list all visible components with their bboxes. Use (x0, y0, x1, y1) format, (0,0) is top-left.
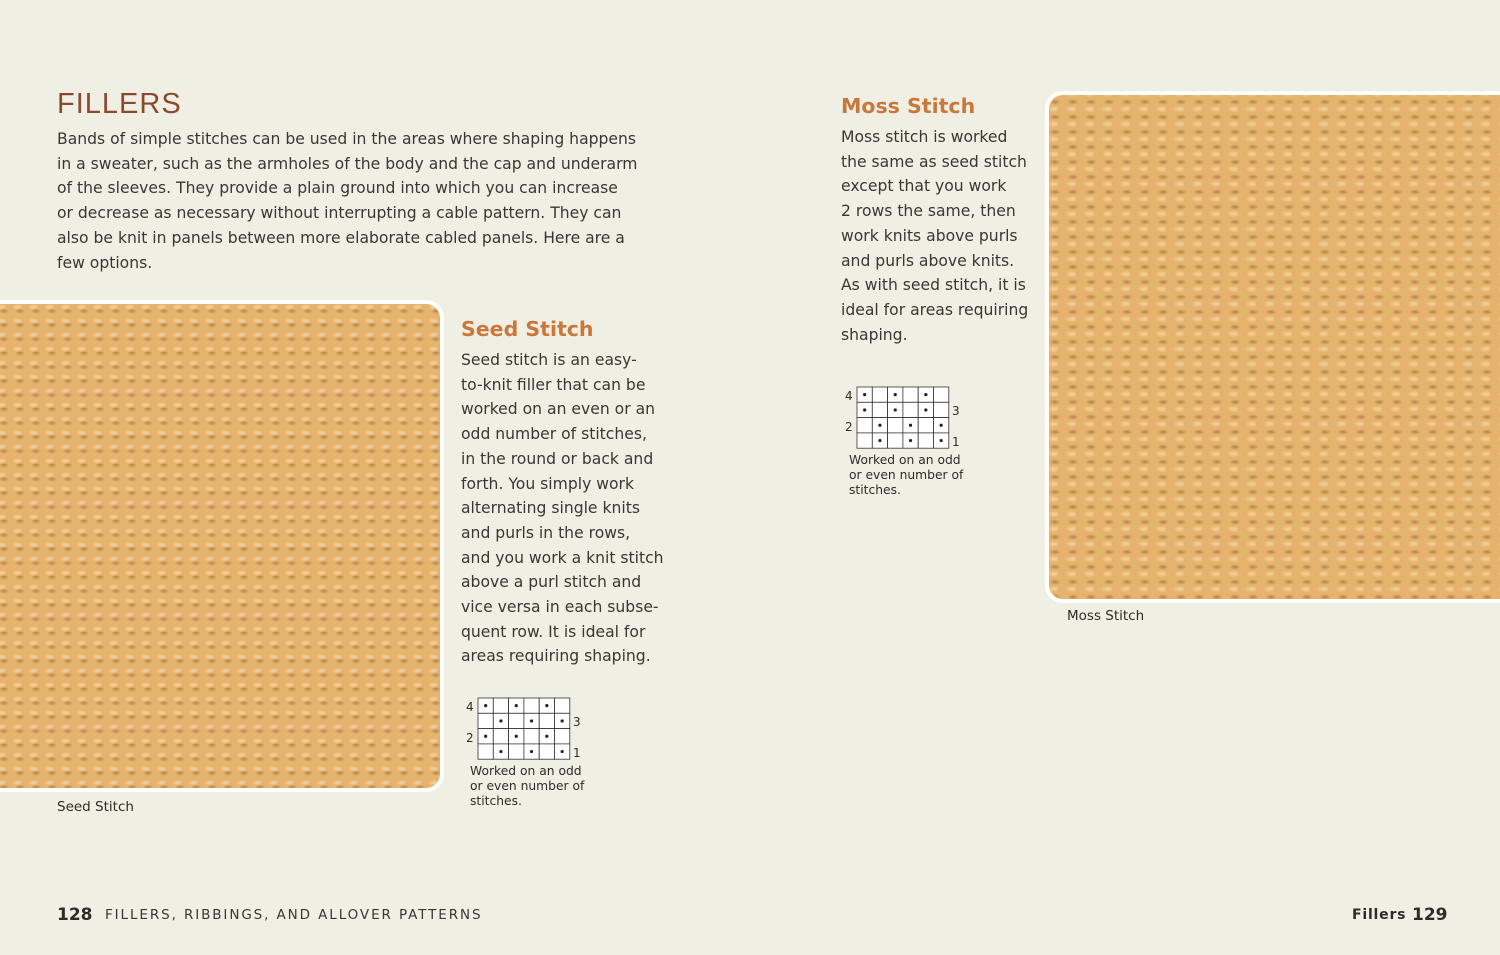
seed-chart-cell (524, 698, 539, 713)
moss-chart-purl-dot (894, 393, 897, 396)
moss-chart-cell (934, 402, 949, 417)
moss-stitch-title: Moss Stitch (841, 94, 976, 118)
seed-line: areas requiring shaping. (461, 647, 651, 666)
moss-line: the same as seed stitch (841, 152, 1027, 171)
seed-chart-purl-dot (484, 704, 487, 707)
seed-line: and you work a knit stitch (461, 548, 664, 567)
seed-chart-purl-dot (561, 750, 564, 753)
moss-chart-purl-dot (878, 424, 881, 427)
seed-chart-cell (555, 698, 570, 713)
moss-chart-cell (857, 418, 872, 433)
intro-line: also be knit in panels between more elaborate cabled panels. Here are a (57, 228, 625, 247)
moss-chart-note-line: stitches. (849, 483, 901, 498)
seed-line: above a purl stitch and (461, 573, 642, 592)
moss-chart-purl-dot (940, 424, 943, 427)
moss-chart-purl-dot (878, 439, 881, 442)
moss-chart-row-label: 1 (952, 435, 960, 449)
moss-chart-purl-dot (924, 408, 927, 411)
seed-chart-cell (509, 713, 524, 728)
seed-line: and purls in the rows, (461, 523, 631, 542)
moss-line: ideal for areas requiring (841, 300, 1029, 319)
moss-chart-purl-dot (863, 408, 866, 411)
seed-stitch-title: Seed Stitch (461, 317, 594, 341)
moss-stitch-description (841, 125, 1036, 347)
seed-stitch-photo (0, 300, 444, 792)
moss-chart-row-label: 3 (952, 404, 960, 418)
moss-chart-cell (918, 433, 933, 448)
moss-chart-cell (857, 433, 872, 448)
seed-stitch-description (461, 348, 676, 669)
seed-chart-purl-dot (515, 704, 518, 707)
intro-line: or decrease as necessary without interrupting a cable pattern. They can (57, 204, 622, 223)
seed-line: to-knit filler that can be (461, 375, 646, 394)
seed-chart-note-line: or even number of (470, 779, 585, 794)
seed-chart-purl-dot (499, 719, 502, 722)
moss-line: shaping. (841, 325, 908, 344)
moss-chart-cell (918, 418, 933, 433)
seed-chart-row-label: 2 (466, 731, 474, 745)
seed-line: vice versa in each subse- (461, 598, 659, 617)
moss-chart-cell (888, 418, 903, 433)
seed-line: alternating single knits (461, 499, 640, 518)
intro-paragraph (57, 127, 647, 275)
moss-chart-note-line: or even number of (849, 468, 964, 483)
moss-chart-row-label: 2 (845, 420, 853, 434)
seed-chart-cell (493, 698, 508, 713)
section-heading: FILLERS (57, 88, 182, 120)
moss-line: As with seed stitch, it is (841, 276, 1026, 295)
seed-chart-row-label: 3 (573, 715, 581, 729)
right-page-number: 129 (1412, 905, 1448, 925)
moss-line: work knits above purls (841, 226, 1018, 245)
moss-chart-purl-dot (894, 408, 897, 411)
moss-line: 2 rows the same, then (841, 202, 1016, 221)
moss-line: and purls above knits. (841, 251, 1015, 270)
moss-chart-purl-dot (909, 424, 912, 427)
intro-line: of the sleeves. They provide a plain ground into which you can increase (57, 179, 618, 198)
seed-line: quent row. It is ideal for (461, 622, 646, 641)
seed-chart-cell (478, 744, 493, 759)
moss-chart-cell (903, 387, 918, 402)
moss-chart-purl-dot (863, 393, 866, 396)
seed-chart-row-label: 1 (573, 746, 581, 760)
seed-chart-cell (524, 729, 539, 744)
seed-chart-purl-dot (484, 735, 487, 738)
moss-chart-note-line: Worked on an odd (849, 453, 961, 467)
seed-chart-cell (555, 729, 570, 744)
intro-line: in a sweater, such as the armholes of the body and the cap and underarm (57, 154, 638, 173)
seed-chart-cell (478, 713, 493, 728)
left-page-number: 128 (57, 905, 93, 925)
seed-chart-cell (539, 713, 554, 728)
seed-line: worked on an even or an (461, 400, 656, 419)
seed-line: Seed stitch is an easy- (461, 351, 637, 369)
seed-chart-purl-dot (499, 750, 502, 753)
seed-chart-row-label: 4 (466, 700, 474, 714)
intro-line: few options. (57, 253, 153, 272)
moss-line: Moss stitch is worked (841, 128, 1008, 146)
seed-chart-note-line: Worked on an odd (470, 764, 582, 778)
moss-chart-row-label: 4 (845, 389, 853, 403)
moss-stitch-photo (1045, 91, 1500, 603)
seed-chart-cell (509, 744, 524, 759)
seed-chart-cell (539, 744, 554, 759)
moss-chart-cell (934, 387, 949, 402)
intro-line: Bands of simple stitches can be used in the areas where shaping happens (57, 130, 637, 148)
seed-chart-note (470, 764, 584, 810)
seed-chart-purl-dot (530, 719, 533, 722)
moss-chart-purl-dot (940, 439, 943, 442)
moss-stitch-chart (841, 384, 971, 452)
moss-line: except that you work (841, 177, 1007, 196)
moss-chart-cell (872, 387, 887, 402)
moss-chart-note (849, 453, 963, 499)
left-running-title: FILLERS, RIBBINGS, AND ALLOVER PATTERNS (105, 907, 483, 923)
seed-chart-purl-dot (545, 735, 548, 738)
seed-stitch-chart (462, 695, 592, 763)
seed-line: forth. You simply work (461, 474, 634, 493)
seed-stitch-caption: Seed Stitch (57, 799, 134, 815)
moss-chart-cell (888, 433, 903, 448)
seed-chart-cell (493, 729, 508, 744)
moss-stitch-caption: Moss Stitch (1067, 608, 1145, 624)
moss-chart-purl-dot (909, 439, 912, 442)
seed-line: odd number of stitches, (461, 425, 647, 444)
seed-chart-purl-dot (561, 719, 564, 722)
seed-chart-purl-dot (530, 750, 533, 753)
seed-chart-purl-dot (515, 735, 518, 738)
moss-chart-cell (903, 402, 918, 417)
seed-line: in the round or back and (461, 449, 654, 468)
right-running-title: Fillers (1352, 907, 1407, 923)
seed-chart-purl-dot (545, 704, 548, 707)
seed-chart-note-line: stitches. (470, 794, 522, 809)
moss-chart-purl-dot (924, 393, 927, 396)
moss-chart-cell (872, 402, 887, 417)
